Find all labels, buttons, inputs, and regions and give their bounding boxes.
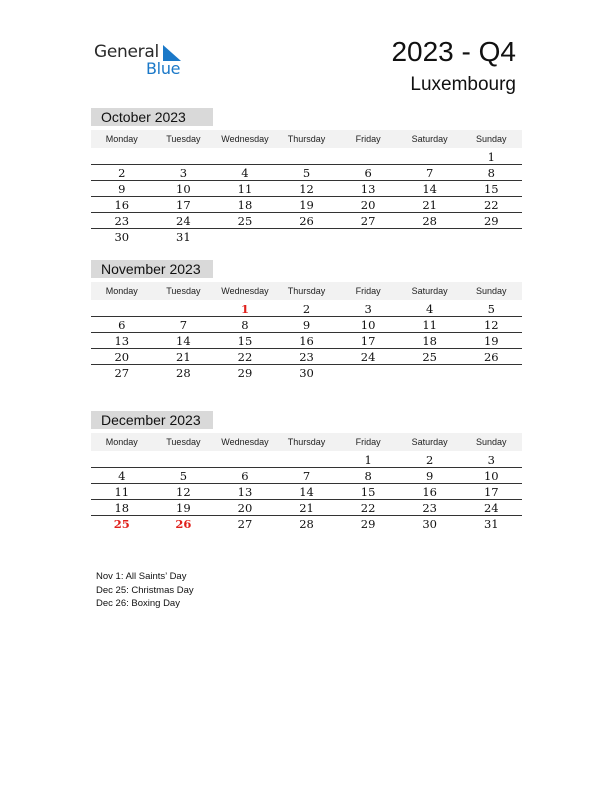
day-cell: 30 xyxy=(114,230,130,244)
day-cell: 6 xyxy=(364,166,372,180)
day-cell: 8 xyxy=(487,166,495,180)
day-cell: 5 xyxy=(302,166,311,180)
week-row xyxy=(91,468,522,484)
empty-day-cell xyxy=(91,149,153,164)
day-cell: 30 xyxy=(299,366,314,380)
day-cell: 10 xyxy=(483,469,499,483)
weekday-label: Friday xyxy=(355,286,381,296)
weekday-label: Monday xyxy=(105,437,138,447)
day-cell: 17 xyxy=(483,485,499,499)
day-cell: 21 xyxy=(299,501,314,515)
day-cell: 14 xyxy=(299,485,314,499)
logo-text-blue: Blue xyxy=(146,59,181,78)
week-row xyxy=(91,197,522,213)
day-cell: 20 xyxy=(237,501,253,515)
day-cell: 23 xyxy=(114,214,130,228)
month-december xyxy=(91,411,522,532)
day-cell: 7 xyxy=(302,469,311,483)
logo-text-general: General xyxy=(94,42,159,62)
empty-day-cell xyxy=(214,229,276,245)
day-cell: 30 xyxy=(422,517,437,531)
day-cell: 19 xyxy=(176,501,191,515)
empty-day-cell xyxy=(460,229,522,245)
day-cell: 18 xyxy=(237,198,253,212)
day-cell: 24 xyxy=(176,214,191,228)
month-october xyxy=(91,108,522,245)
day-cell: 22 xyxy=(237,350,253,364)
day-cell: 2 xyxy=(302,302,311,316)
day-cell: 1 xyxy=(240,302,249,316)
weekday-label: Saturday xyxy=(411,437,448,447)
weekday-label: Wednesday xyxy=(221,437,269,447)
weekday-label: Thursday xyxy=(287,437,326,447)
day-cell: 16 xyxy=(114,198,130,212)
day-cell: 6 xyxy=(241,469,249,483)
day-cell: 8 xyxy=(364,469,372,483)
week-row xyxy=(91,301,522,317)
day-cell: 15 xyxy=(237,334,253,348)
day-cell: 27 xyxy=(360,214,376,228)
empty-day-cell xyxy=(276,229,338,245)
day-cell: 16 xyxy=(422,485,437,499)
day-cell: 26 xyxy=(299,214,314,228)
week-row xyxy=(91,484,522,500)
holiday-note: Dec 26: Boxing Day xyxy=(96,598,180,609)
weekday-label: Sunday xyxy=(475,437,507,447)
day-cell: 11 xyxy=(422,318,437,332)
weekday-label: Saturday xyxy=(411,286,448,296)
day-cell: 19 xyxy=(483,334,499,348)
day-cell: 14 xyxy=(176,334,191,348)
empty-day-cell xyxy=(337,149,399,164)
weekday-label: Saturday xyxy=(411,134,448,144)
day-cell: 4 xyxy=(241,166,249,180)
day-cell: 11 xyxy=(237,182,253,196)
weekday-label: Thursday xyxy=(287,286,326,296)
month-title: October 2023 xyxy=(91,108,213,126)
day-cell: 20 xyxy=(114,350,130,364)
day-cell: 17 xyxy=(360,334,376,348)
day-cell: 15 xyxy=(360,485,376,499)
weekday-label: Wednesday xyxy=(221,286,269,296)
day-cell: 8 xyxy=(241,318,249,332)
day-cell: 3 xyxy=(364,302,372,316)
weekday-label: Friday xyxy=(355,437,381,447)
day-cell: 3 xyxy=(179,166,188,180)
empty-day-cell xyxy=(399,229,461,245)
day-cell: 21 xyxy=(176,350,191,364)
empty-day-cell xyxy=(153,149,215,164)
day-cell: 19 xyxy=(299,198,314,212)
day-cell: 28 xyxy=(422,214,437,228)
weekday-label: Monday xyxy=(105,286,138,296)
day-cell: 25 xyxy=(113,517,130,531)
day-cell: 27 xyxy=(114,366,130,380)
day-cell: 9 xyxy=(302,318,311,332)
weekday-label: Monday xyxy=(105,134,138,144)
empty-day-cell xyxy=(91,452,153,467)
day-cell: 7 xyxy=(426,166,434,180)
day-cell: 26 xyxy=(483,350,499,364)
weekday-label: Sunday xyxy=(475,286,507,296)
empty-day-cell xyxy=(153,452,215,467)
day-cell: 4 xyxy=(118,469,126,483)
day-cell: 18 xyxy=(422,334,437,348)
day-cell: 13 xyxy=(114,334,130,348)
day-cell: 6 xyxy=(118,318,126,332)
day-cell: 27 xyxy=(237,517,253,531)
weekday-label: Tuesday xyxy=(166,134,201,144)
empty-day-cell xyxy=(214,452,276,467)
day-cell: 24 xyxy=(360,350,376,364)
month-title: November 2023 xyxy=(91,260,213,278)
weekday-header-row xyxy=(91,282,522,300)
empty-day-cell xyxy=(399,365,461,381)
day-cell: 10 xyxy=(176,182,191,196)
day-cell: 28 xyxy=(176,366,191,380)
brand-logo xyxy=(94,42,194,78)
day-cell: 14 xyxy=(422,182,437,196)
day-cell: 9 xyxy=(426,469,434,483)
month-title: December 2023 xyxy=(91,411,213,429)
day-cell: 18 xyxy=(114,501,130,515)
day-cell: 29 xyxy=(483,214,499,228)
holiday-notes xyxy=(96,570,194,611)
empty-day-cell xyxy=(337,365,399,381)
day-cell: 29 xyxy=(237,366,253,380)
weekday-header-row xyxy=(91,433,522,451)
day-cell: 5 xyxy=(179,469,188,483)
week-row xyxy=(91,516,522,532)
day-cell: 3 xyxy=(487,453,495,467)
empty-day-cell xyxy=(276,149,338,164)
day-cell: 13 xyxy=(237,485,253,499)
empty-day-cell xyxy=(276,452,338,467)
weekday-label: Sunday xyxy=(475,134,507,144)
day-cell: 31 xyxy=(483,517,499,531)
empty-day-cell xyxy=(153,301,215,316)
empty-day-cell xyxy=(337,229,399,245)
week-row xyxy=(91,333,522,349)
country-name: Luxembourg xyxy=(410,74,516,95)
week-row xyxy=(91,317,522,333)
day-cell: 12 xyxy=(483,318,499,332)
month-november xyxy=(91,260,522,381)
day-cell: 24 xyxy=(483,501,499,515)
day-cell: 29 xyxy=(360,517,376,531)
day-cell: 10 xyxy=(360,318,376,332)
weekday-label: Thursday xyxy=(287,134,326,144)
week-row xyxy=(91,452,522,468)
day-cell: 13 xyxy=(360,182,376,196)
day-cell: 12 xyxy=(299,182,314,196)
page-title: 2023 - Q4 xyxy=(391,36,516,67)
week-row xyxy=(91,349,522,365)
day-cell: 7 xyxy=(179,318,188,332)
day-cell: 2 xyxy=(426,453,434,467)
day-cell: 22 xyxy=(483,198,499,212)
day-cell: 4 xyxy=(426,302,434,316)
empty-day-cell xyxy=(91,301,153,316)
day-cell: 23 xyxy=(422,501,437,515)
day-cell: 16 xyxy=(299,334,314,348)
weekday-label: Friday xyxy=(355,134,381,144)
week-row xyxy=(91,149,522,165)
day-cell: 25 xyxy=(237,214,253,228)
week-row xyxy=(91,165,522,181)
day-cell: 23 xyxy=(299,350,314,364)
week-row xyxy=(91,229,522,245)
empty-day-cell xyxy=(214,149,276,164)
week-row xyxy=(91,365,522,381)
day-cell: 11 xyxy=(114,485,130,499)
day-cell: 5 xyxy=(487,302,495,316)
week-row xyxy=(91,500,522,516)
day-cell: 31 xyxy=(176,230,191,244)
weekday-label: Tuesday xyxy=(166,286,201,296)
day-cell: 2 xyxy=(118,166,126,180)
weekday-header-row xyxy=(91,130,522,148)
day-cell: 25 xyxy=(422,350,437,364)
day-cell: 12 xyxy=(176,485,191,499)
week-row xyxy=(91,181,522,197)
empty-day-cell xyxy=(399,149,461,164)
weekday-label: Wednesday xyxy=(221,134,269,144)
day-cell: 9 xyxy=(118,182,126,196)
empty-day-cell xyxy=(460,365,522,381)
day-cell: 1 xyxy=(487,150,495,164)
day-cell: 22 xyxy=(360,501,376,515)
day-cell: 17 xyxy=(176,198,191,212)
weekday-label: Tuesday xyxy=(166,437,201,447)
holiday-note: Nov 1: All Saints’ Day xyxy=(96,571,187,582)
day-cell: 26 xyxy=(175,517,192,531)
day-cell: 1 xyxy=(364,453,372,467)
day-cell: 28 xyxy=(299,517,314,531)
holiday-note: Dec 25: Christmas Day xyxy=(96,584,194,596)
day-cell: 20 xyxy=(360,198,376,212)
week-row xyxy=(91,213,522,229)
day-cell: 21 xyxy=(422,198,437,212)
day-cell: 15 xyxy=(483,182,499,196)
